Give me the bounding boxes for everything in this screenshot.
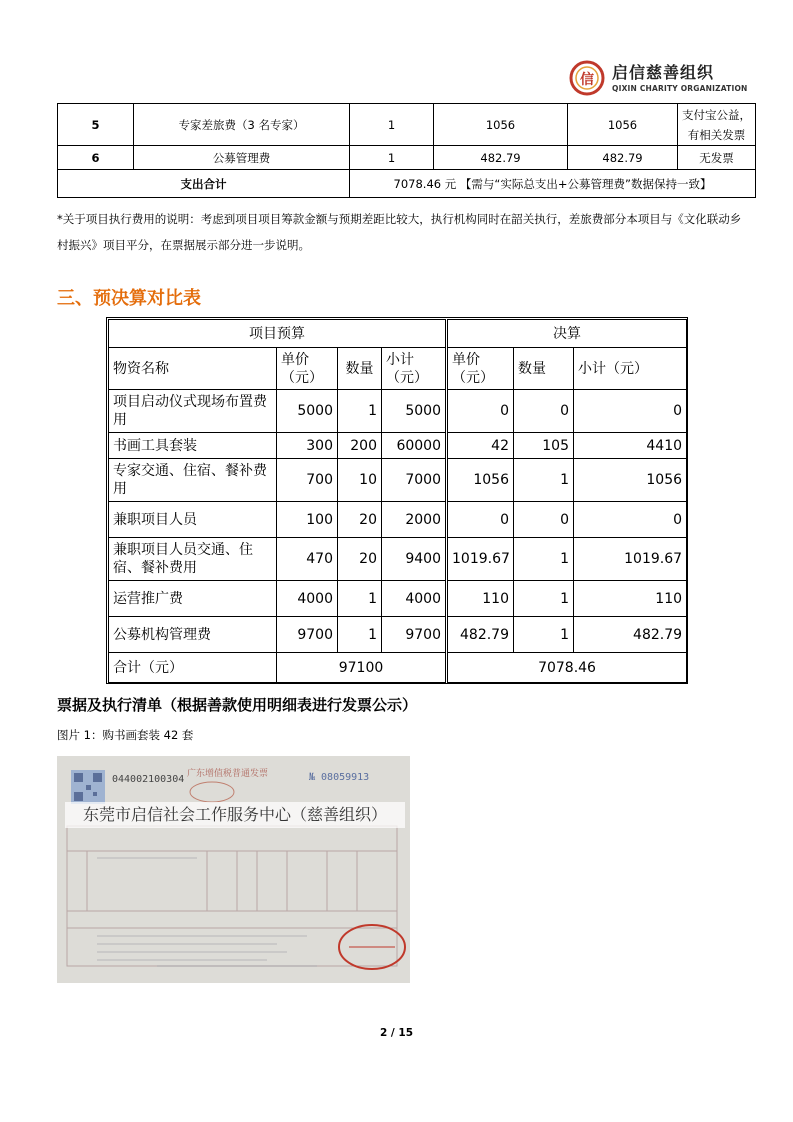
invoice-seal-icon xyxy=(335,921,409,973)
table-row xyxy=(109,538,687,581)
final-unit-price: 110 xyxy=(447,581,514,617)
table-row xyxy=(109,459,687,502)
invoice-number: № 08059913 xyxy=(309,772,370,783)
budget-unit-price: 470 xyxy=(277,538,338,581)
final-unit-price: 1019.67 xyxy=(447,538,514,581)
final-subtotal: 482.79 xyxy=(574,617,687,653)
col-subtotal-final: 小计（元） xyxy=(574,348,687,390)
summary-row xyxy=(58,170,756,198)
invoice-caption: 图片 1：购书画套装 42 套 xyxy=(57,728,194,742)
budget-subtotal: 9400 xyxy=(382,538,447,581)
final-qty: 0 xyxy=(514,390,574,433)
expense-table xyxy=(57,103,756,198)
col-unit-price-final: 单价（元） xyxy=(447,348,514,390)
budget-subtotal: 5000 xyxy=(382,390,447,433)
final-subtotal: 1056 xyxy=(574,459,687,502)
budget-unit-price: 700 xyxy=(277,459,338,502)
budget-subtotal: 9700 xyxy=(382,617,447,653)
invoice-title: 广东增值税普通发票 xyxy=(187,769,269,779)
qr-code-icon xyxy=(71,770,105,804)
final-unit-price: 482.79 xyxy=(447,617,514,653)
item-name: 兼职项目人员 xyxy=(109,502,277,538)
final-subtotal: 110 xyxy=(574,581,687,617)
item-name: 运营推广费 xyxy=(109,581,277,617)
header-logo xyxy=(568,58,748,102)
table-row xyxy=(58,146,756,170)
budget-subtotal: 2000 xyxy=(382,502,447,538)
logo-chinese-name: 启信慈善组织 xyxy=(612,63,715,82)
col-qty: 数量 xyxy=(338,348,382,390)
item-name: 公募机构管理费 xyxy=(109,617,277,653)
budget-unit-price: 4000 xyxy=(277,581,338,617)
final-subtotal: 0 xyxy=(574,390,687,433)
total-budget: 97100 xyxy=(277,653,447,683)
budget-qty: 200 xyxy=(338,433,382,459)
total: 482.79 xyxy=(568,146,678,170)
item-name: 项目启动仪式现场布置费用 xyxy=(109,390,277,433)
final-header: 决算 xyxy=(447,320,687,348)
final-unit-price: 1056 xyxy=(447,459,514,502)
unit-price: 1056 xyxy=(434,104,568,146)
final-qty: 1 xyxy=(514,581,574,617)
summary-value: 7078.46 元 【需与“实际总支出+公募管理费”数据保持一致】 xyxy=(350,170,756,198)
table-row xyxy=(109,433,687,459)
final-subtotal: 0 xyxy=(574,502,687,538)
col-unit-price: 单价（元） xyxy=(277,348,338,390)
budget-unit-price: 300 xyxy=(277,433,338,459)
item-name: 公募管理费 xyxy=(134,146,350,170)
col-qty-final: 数量 xyxy=(514,348,574,390)
budget-header: 项目预算 xyxy=(109,320,447,348)
budget-subtotal: 7000 xyxy=(382,459,447,502)
table-row xyxy=(109,581,687,617)
total-row xyxy=(109,653,687,683)
table-row xyxy=(109,390,687,433)
final-unit-price: 42 xyxy=(447,433,514,459)
budget-qty: 10 xyxy=(338,459,382,502)
row-number: 5 xyxy=(58,104,134,146)
comparison-table-frame xyxy=(106,317,688,684)
summary-label: 支出合计 xyxy=(58,170,350,198)
column-header-row xyxy=(109,348,687,390)
note: 无发票 xyxy=(678,146,756,170)
budget-unit-price: 5000 xyxy=(277,390,338,433)
budget-qty: 20 xyxy=(338,502,382,538)
invoice-code: 044002100304 xyxy=(112,774,185,785)
item-name: 兼职项目人员交通、住宿、餐补费用 xyxy=(109,538,277,581)
final-subtotal: 1019.67 xyxy=(574,538,687,581)
final-unit-price: 0 xyxy=(447,390,514,433)
budget-qty: 1 xyxy=(338,617,382,653)
invoice-watermark: 东莞市启信社会工作服务中心（慈善组织） xyxy=(65,802,405,828)
logo-english-name: QIXIN CHARITY ORGANIZATION xyxy=(612,84,748,93)
row-number: 6 xyxy=(58,146,134,170)
final-qty: 105 xyxy=(514,433,574,459)
budget-subtotal: 60000 xyxy=(382,433,447,459)
logo-glyph: 信 xyxy=(580,72,594,88)
final-unit-price: 0 xyxy=(447,502,514,538)
table-row xyxy=(109,502,687,538)
total-final: 7078.46 xyxy=(447,653,687,683)
section-title: 三、预决算对比表 xyxy=(57,288,201,309)
budget-qty: 1 xyxy=(338,581,382,617)
invoice-photo xyxy=(57,756,410,983)
comparison-table xyxy=(108,319,687,683)
final-qty: 1 xyxy=(514,617,574,653)
table-header-row xyxy=(109,320,687,348)
total-label: 合计（元） xyxy=(109,653,277,683)
budget-qty: 20 xyxy=(338,538,382,581)
expense-remark: *关于项目执行费用的说明：考虑到项目项目筹款金额与预期差距比较大，执行机构同时在韶关执行，差旅费部分本项目与《文化联动乡村振兴》项目平分，在票据展示部分进一步说明。 xyxy=(57,212,742,252)
page-number: 2 / 15 xyxy=(379,1027,414,1039)
final-subtotal: 4410 xyxy=(574,433,687,459)
item-name: 专家交通、住宿、餐补费用 xyxy=(109,459,277,502)
item-name: 书画工具套装 xyxy=(109,433,277,459)
final-qty: 1 xyxy=(514,459,574,502)
budget-unit-price: 9700 xyxy=(277,617,338,653)
item-name: 专家差旅费（3 名专家） xyxy=(134,104,350,146)
final-qty: 0 xyxy=(514,502,574,538)
col-name: 物资名称 xyxy=(109,348,277,390)
total: 1056 xyxy=(568,104,678,146)
quantity: 1 xyxy=(350,104,434,146)
budget-qty: 1 xyxy=(338,390,382,433)
table-row xyxy=(109,617,687,653)
unit-price: 482.79 xyxy=(434,146,568,170)
final-qty: 1 xyxy=(514,538,574,581)
quantity: 1 xyxy=(350,146,434,170)
budget-unit-price: 100 xyxy=(277,502,338,538)
logo-emblem-icon xyxy=(568,58,606,98)
col-subtotal: 小计（元） xyxy=(382,348,447,390)
budget-subtotal: 4000 xyxy=(382,581,447,617)
note: 支付宝公益， 有相关发票 xyxy=(678,104,756,146)
table-row xyxy=(58,104,756,146)
invoice-heading: 票据及执行清单（根据善款使用明细表进行发票公示） xyxy=(57,696,418,714)
